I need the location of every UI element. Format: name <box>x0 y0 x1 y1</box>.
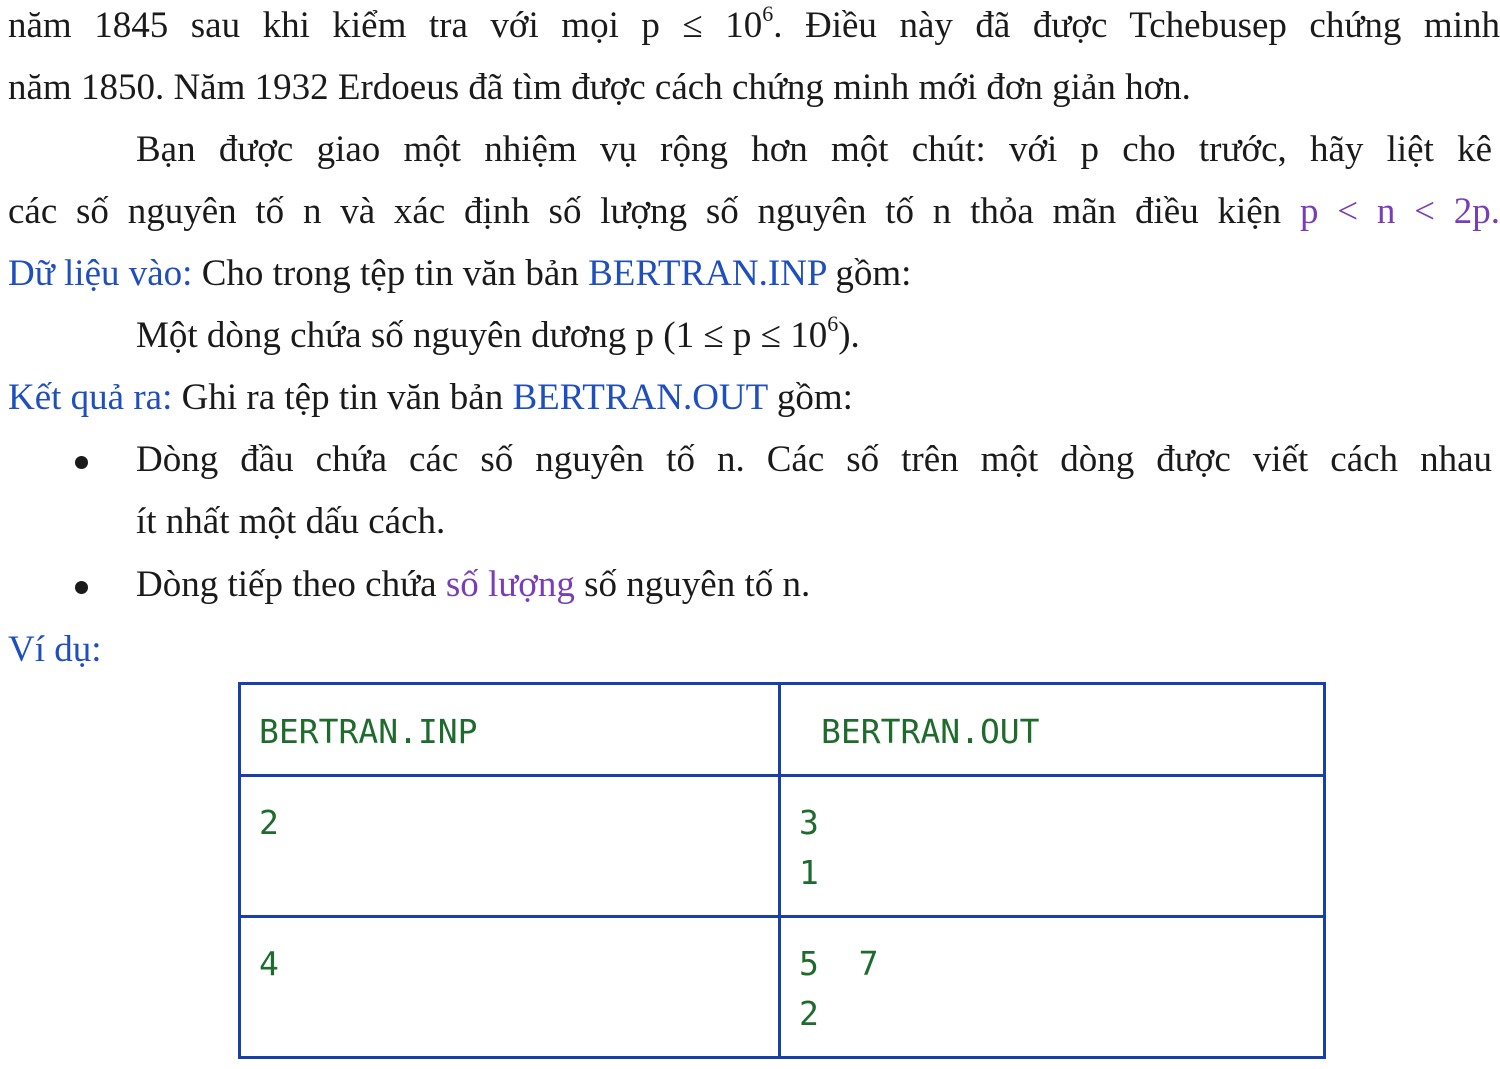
input-section-heading <box>8 252 1500 296</box>
superscript: 6 <box>827 311 839 336</box>
input-detail <box>136 311 1500 358</box>
text-span: Dòng tiếp theo chứa <box>136 564 446 605</box>
superscript: 6 <box>762 1 774 26</box>
text-span: Ghi ra tệp tin văn bản <box>172 377 513 418</box>
bullet-icon <box>75 581 88 594</box>
sample-input: 4 <box>259 944 279 983</box>
example-label: Ví dụ: <box>8 629 102 670</box>
bullet-item: Dòng đầu chứa các số nguyên tố n. Các số trên một dòng được viết cách nhau <box>136 439 1492 480</box>
output-label: Kết quả ra: <box>8 377 173 418</box>
table-header-cell <box>780 684 1325 776</box>
text-span: gồm: <box>826 253 912 294</box>
input-filename: BERTRAN.INP <box>588 253 827 294</box>
bullet-icon <box>75 456 88 469</box>
output-section-heading <box>8 376 1500 420</box>
text-span: gồm: <box>767 377 853 418</box>
paragraph-line <box>8 1 1500 48</box>
output-filename: BERTRAN.OUT <box>512 377 768 418</box>
quantity-highlight: số lượng <box>445 564 575 605</box>
paragraph-line <box>8 190 1500 234</box>
table-cell <box>780 776 1325 917</box>
text-span: số nguyên tố n. <box>574 564 811 605</box>
bullet-item-continuation: ít nhất một dấu cách. <box>136 501 446 542</box>
text-span: các số nguyên tố n và xác định số lượng số nguyên tố n thỏa mãn điều kiện <box>8 191 1300 232</box>
paragraph-line: năm 1850. Năm 1932 Erdoeus đã tìm được cách chứng minh mới đơn giản hơn. <box>8 67 1191 108</box>
table-cell <box>240 776 780 917</box>
text-span: . Điều này đã được Tchebusep chứng minh <box>773 5 1500 46</box>
table-cell <box>240 917 780 1058</box>
table-header-output: BERTRAN.OUT <box>821 712 1040 751</box>
table-row <box>240 917 1325 1058</box>
example-table <box>238 682 1326 1059</box>
table-row <box>240 776 1325 917</box>
text-span: Một dòng chứa số nguyên dương p (1 ≤ p ≤ 10 <box>136 315 828 356</box>
sample-output: 5 7 2 <box>799 944 879 1033</box>
text-span: ). <box>838 315 860 356</box>
sample-output: 3 1 <box>799 803 819 892</box>
bullet-item <box>136 563 1500 607</box>
text-span: Cho trong tệp tin văn bản <box>192 253 589 294</box>
table-header-cell <box>240 684 780 776</box>
text-span: năm 1845 sau khi kiểm tra với mọi p ≤ 10 <box>8 5 763 46</box>
table-cell <box>780 917 1325 1058</box>
input-label: Dữ liệu vào: <box>8 253 193 294</box>
paragraph-line: Bạn được giao một nhiệm vụ rộng hơn một chút: với p cho trước, hãy liệt kê <box>136 129 1492 170</box>
condition-highlight: p < n < 2p. <box>1299 191 1500 232</box>
table-header-input: BERTRAN.INP <box>259 712 478 751</box>
sample-input: 2 <box>259 803 279 842</box>
